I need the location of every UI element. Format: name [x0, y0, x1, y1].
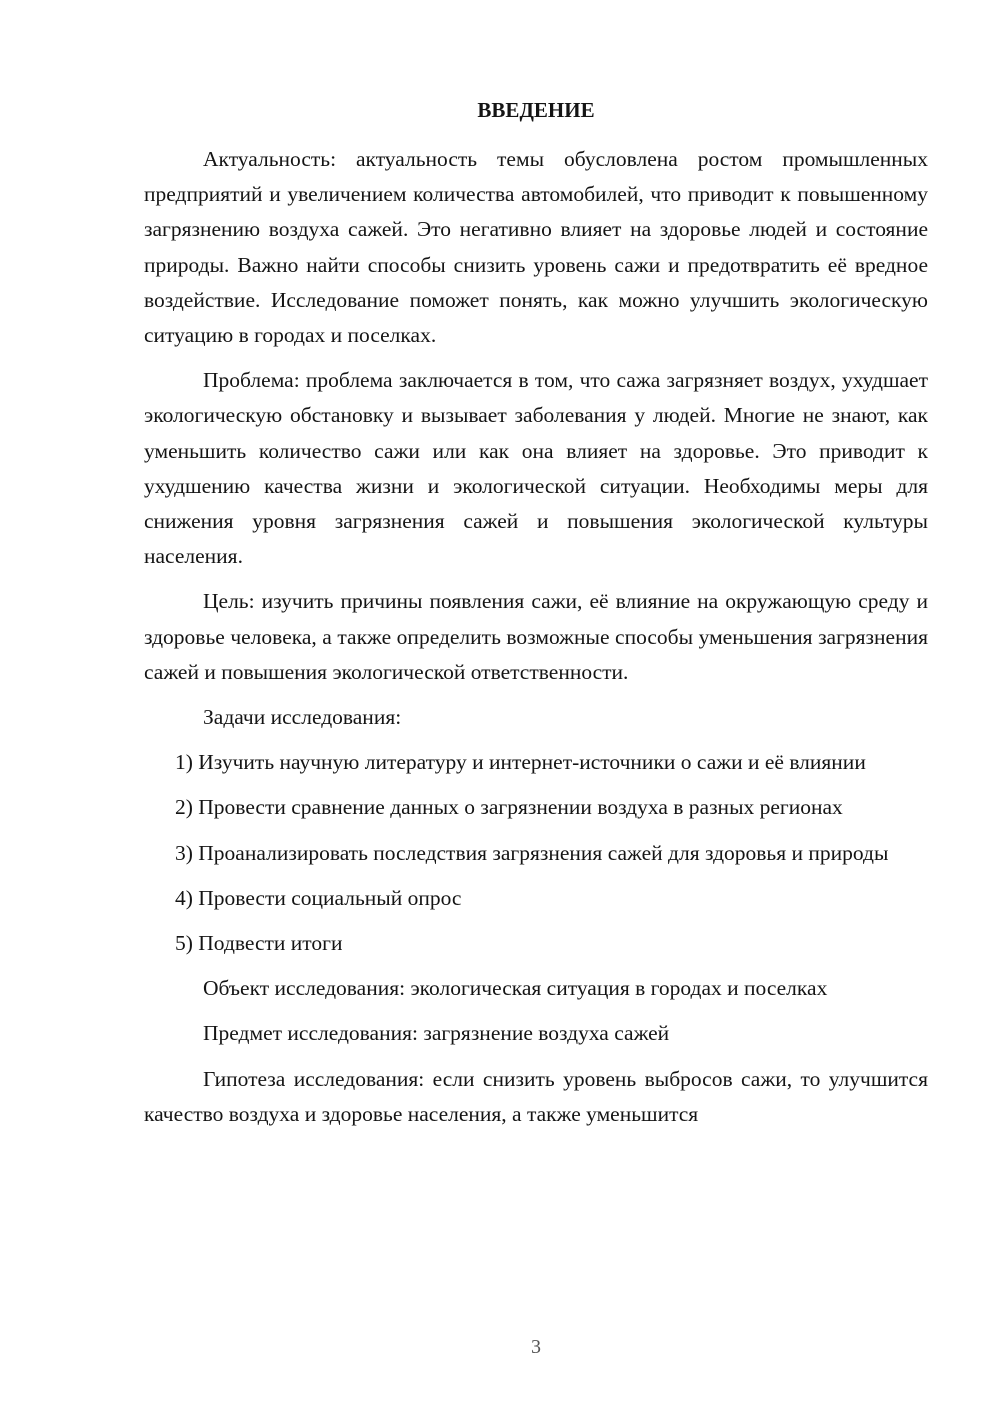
object-paragraph: Объект исследования: экологическая ситуация в городах и поселках [203, 976, 828, 1001]
subject-paragraph: Предмет исследования: загрязнение воздуха сажей [203, 1021, 670, 1046]
task-item-1: 1) Изучить научную литературу и интернет-источники о сажи и её влиянии [175, 750, 866, 775]
relevance-paragraph: Актуальность: актуальность темы обусловлена ростом промышленных предприятий и увеличением количества автомобилей, что приводит к повышенному загрязнению воздуха сажей. Это негативно влияет на здоровье людей и состояние природы. Важно найти способы снизить уровень сажи и предотвратить её вредное воздействие. Исследование поможет понять, как можно улучшить экологическую ситуацию в городах и поселках. [144, 147, 928, 348]
hypothesis-paragraph: Гипотеза исследования: если снизить уровень выбросов сажи, то улучшится качество воздуха и здоровье населения, а также уменьшится [144, 1066, 928, 1126]
task-item-3: 3) Проанализировать последствия загрязнения сажей для здоровья и природы [175, 840, 889, 865]
page-number: 3 [531, 1336, 541, 1358]
task-item-5: 5) Подвести итоги [175, 931, 343, 956]
tasks-heading: Задачи исследования: [203, 705, 402, 730]
document-body [144, 142, 928, 1132]
task-item-4: 4) Провести социальный опрос [175, 885, 462, 910]
goal-paragraph: Цель: изучить причины появления сажи, её влияние на окружающую среду и здоровье человека, а также определить возможные способы уменьшения загрязнения сажей и повышения экологической ответственности. [144, 589, 928, 684]
section-title: ВВЕДЕНИЕ [477, 98, 595, 122]
task-item-2: 2) Провести сравнение данных о загрязнении воздуха в разных регионах [175, 795, 843, 820]
problem-paragraph: Проблема: проблема заключается в том, что сажа загрязняет воздух, ухудшает экологическую обстановку и вызывает заболевания у людей. Многие не знают, как уменьшить количество сажи или как она влияет на здоровье. Это приводит к ухудшению качества жизни и экологической ситуации. Необходимы меры для снижения уровня загрязнения сажей и повышения экологической культуры населения. [144, 368, 928, 569]
